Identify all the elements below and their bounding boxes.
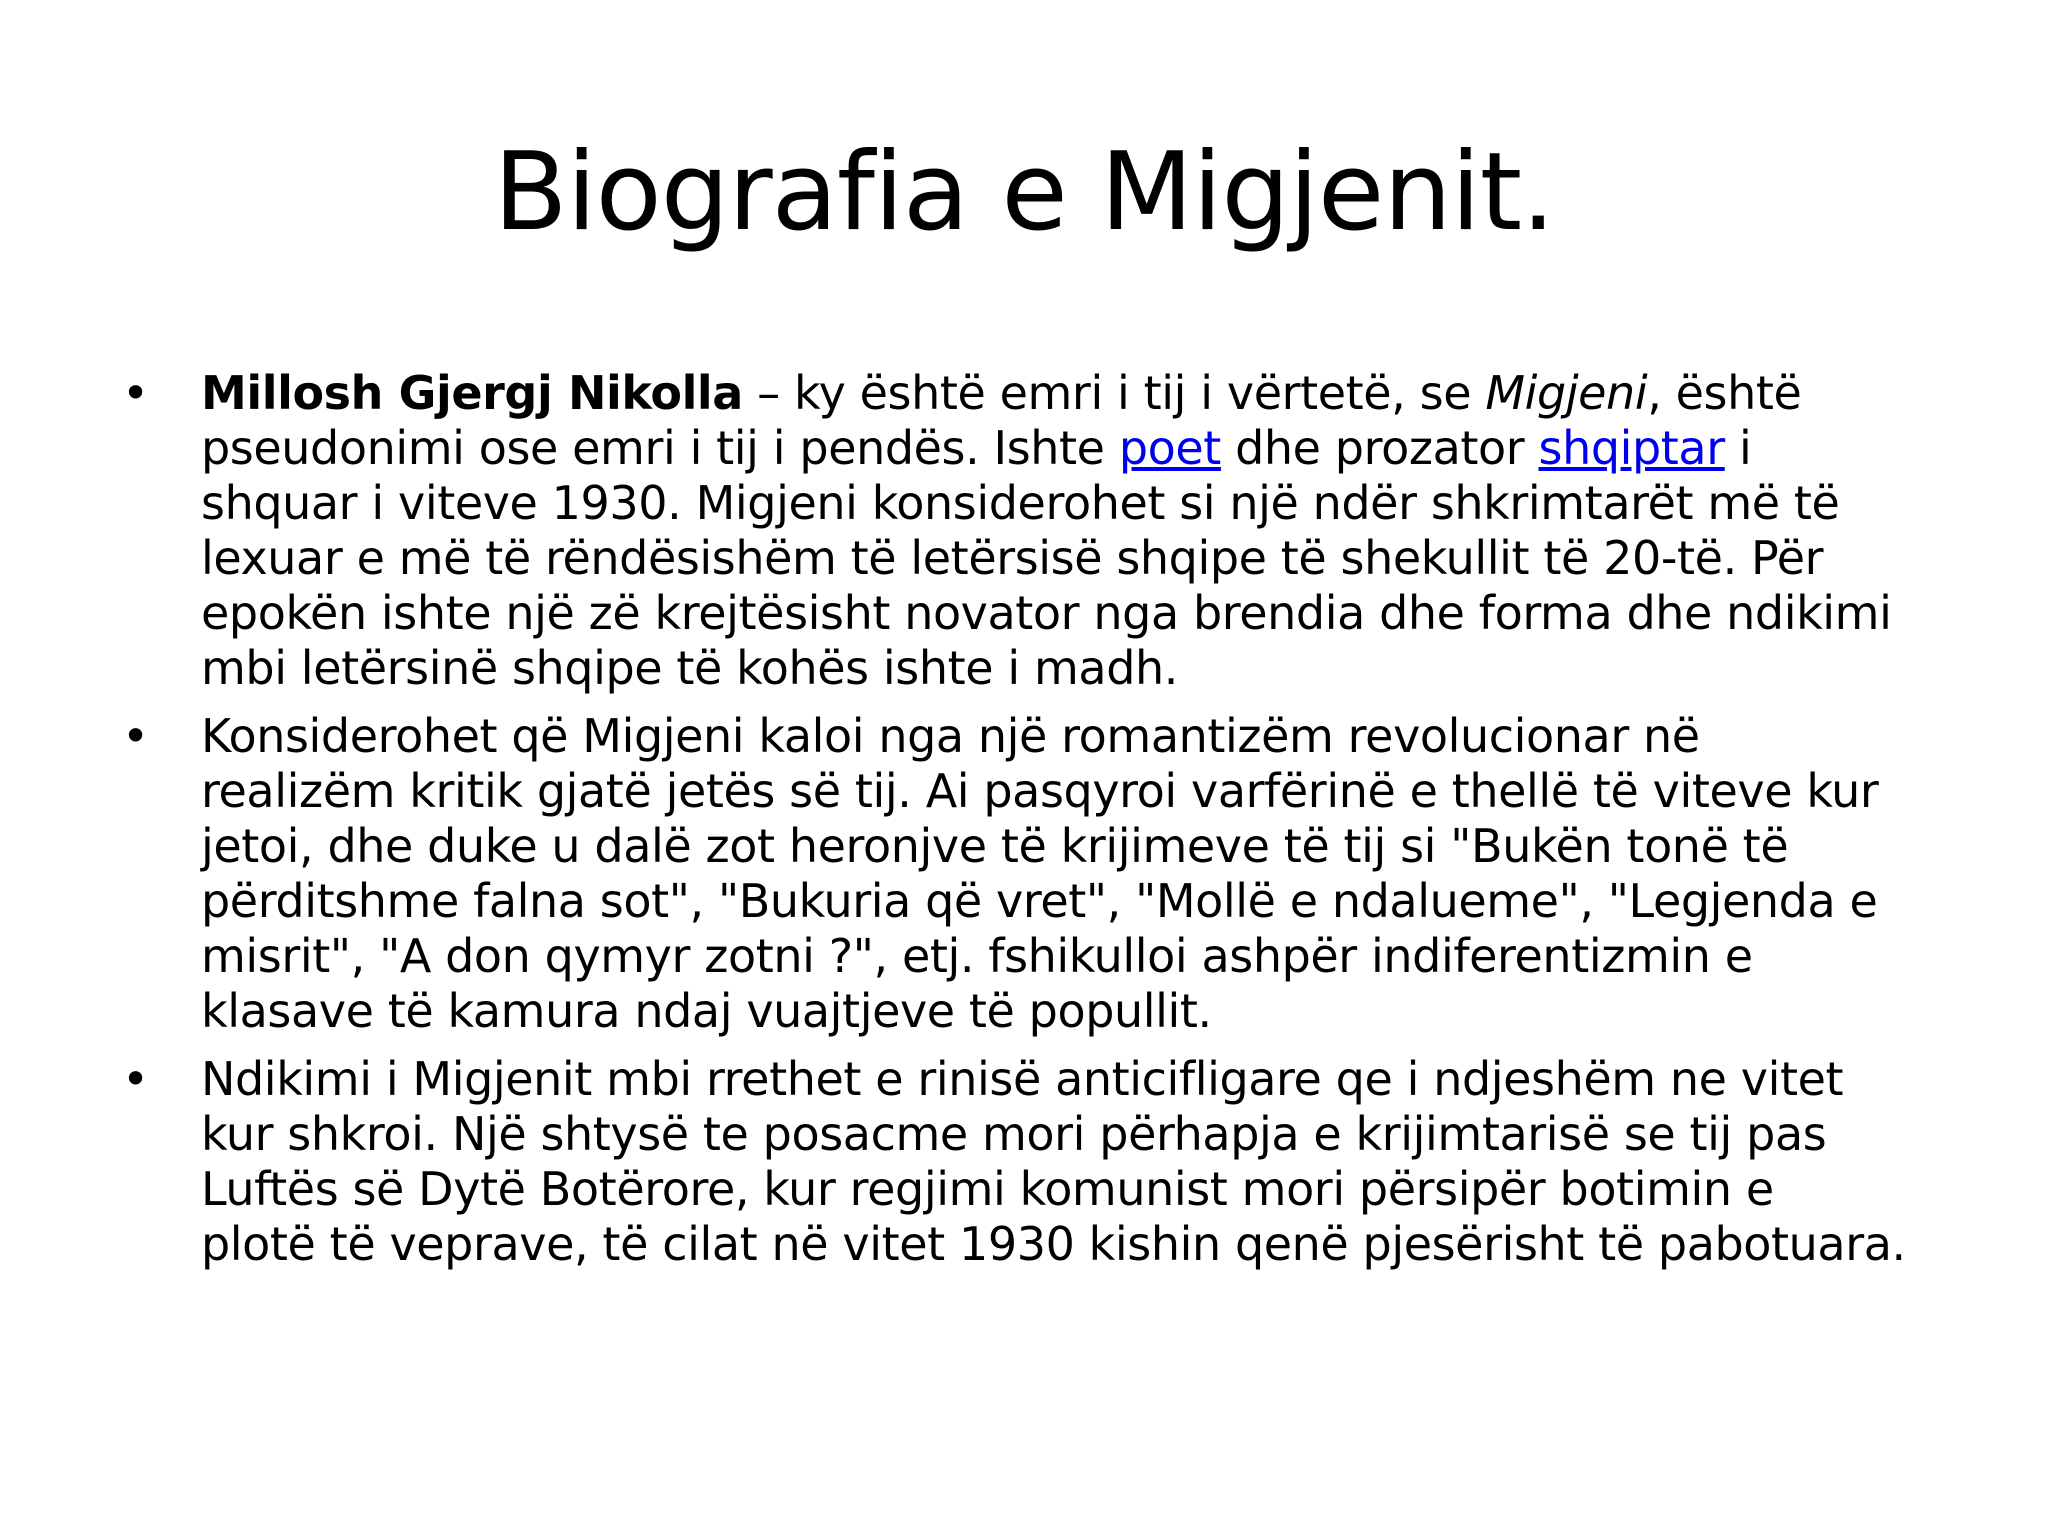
bullet-list [0, 366, 2048, 1285]
text-run: – ky është emri i tij i vërtetë, se [742, 366, 1486, 420]
bullet-item-2 [0, 709, 1961, 1039]
bold-name: Millosh Gjergj Nikolla [201, 366, 743, 420]
text-line: shquar i viteve 1930. Migjeni konsiderohet si një ndër shkrimtarët më të [201, 476, 1840, 530]
text-run: , është [1647, 366, 1802, 420]
text-line: Konsiderohet që Migjeni kaloi nga një romantizëm revolucionar në [201, 709, 1700, 763]
bullet-marker: • [122, 1052, 149, 1106]
bullet-text [201, 1052, 1961, 1272]
text-run: i [1724, 421, 1752, 475]
text-line: lexuar e më të rëndësishëm të letërsisë shqipe të shekullit të 20-të. Për [201, 531, 1824, 585]
bullet-marker: • [122, 366, 149, 420]
text-line [201, 421, 1961, 476]
italic-pseudonym: Migjeni [1485, 366, 1648, 420]
text-line: klasave të kamura ndaj vuajtjeve të popullit. [201, 984, 1212, 1038]
text-run: dhe prozator [1220, 421, 1539, 475]
bullet-item-3 [0, 1052, 1961, 1272]
text-line: mbi letërsinë shqipe të kohës ishte i madh. [201, 641, 1178, 695]
text-line [201, 366, 1961, 421]
bullet-item-1 [0, 366, 1961, 696]
bullet-marker: • [122, 709, 149, 763]
text-line: epokën ishte një zë krejtësisht novator nga brendia dhe forma dhe ndikimi [201, 586, 1892, 640]
text-line: Luftës së Dytë Botërore, kur regjimi komunist mori përsipër botimin e [201, 1162, 1774, 1216]
text-run: pseudonimi ose emri i tij i pendës. Ishte [201, 421, 1119, 475]
link-shqiptar[interactable]: shqiptar [1538, 421, 1725, 475]
link-poet[interactable]: poet [1118, 421, 1221, 475]
bullet-text [201, 709, 1961, 1039]
slide-title: Biografia e Migjenit. [493, 130, 1555, 255]
text-line: Ndikimi i Migjenit mbi rrethet e rinisë anticifligare qe i ndjeshëm ne vitet [201, 1052, 1844, 1106]
text-line: kur shkroi. Një shtysë te posacme mori përhapja e krijimtarisë se tij pas [201, 1107, 1827, 1161]
text-line: jetoi, dhe duke u dalë zot heronjve të krijimeve të tij si "Bukën tonë të [201, 819, 1789, 873]
text-line: përditshme falna sot", "Bukuria që vret", "Mollë e ndalueme", "Legjenda e [201, 874, 1878, 928]
text-line: realizëm kritik gjatë jetës së tij. Ai pasqyroi varfërinë e thellë të viteve kur [201, 764, 1879, 818]
bullet-text [201, 366, 1961, 696]
text-line: misrit", "A don qymyr zotni ?", etj. fshikulloi ashpër indiferentizmin e [201, 929, 1753, 983]
text-line: plotë të veprave, të cilat në vitet 1930 kishin qenë pjesërisht të pabotuara. [201, 1217, 1906, 1271]
